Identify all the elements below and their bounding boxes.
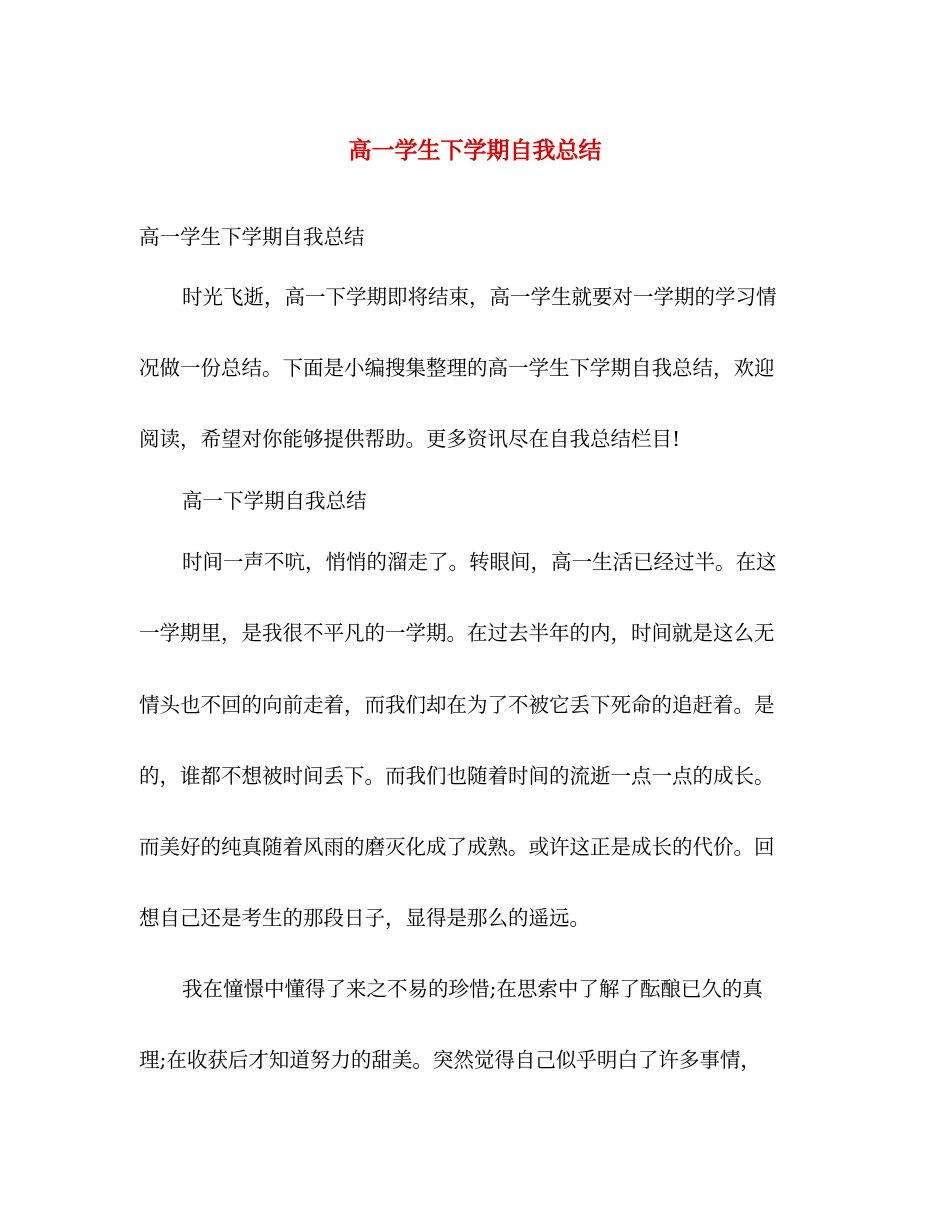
paragraph-line: 时光飞逝，高一下学期即将结束，高一学生就要对一学期的学习情 xyxy=(182,285,777,309)
subtitle-line: 高一学生下学期自我总结 xyxy=(139,225,365,249)
paragraph-line: 时间一声不吭，悄悄的溜走了。转眼间，高一生活已经过半。在这 xyxy=(182,550,777,574)
paragraph-line: 情头也不回的向前走着，而我们却在为了不被它丢下死命的追赶着。是 xyxy=(139,693,775,717)
section-heading: 高一下学期自我总结 xyxy=(182,489,367,513)
paragraph-line: 理;在收获后才知道努力的甜美。突然觉得自己似乎明白了许多事情， xyxy=(139,1048,761,1072)
paragraph-line: 而美好的纯真随着风雨的磨灭化成了成熟。或许这正是成长的代价。回 xyxy=(139,835,775,859)
document-title: 高一学生下学期自我总结 xyxy=(348,137,602,164)
paragraph-line: 我在憧憬中懂得了来之不易的珍惜;在思索中了解了酝酿已久的真 xyxy=(182,977,763,1001)
paragraph-line: 况做一份总结。下面是小编搜集整理的高一学生下学期自我总结，欢迎 xyxy=(139,356,775,380)
paragraph-line: 一学期里，是我很不平凡的一学期。在过去半年的内，时间就是这么无 xyxy=(139,621,775,645)
paragraph-line: 阅读，希望对你能够提供帮助。更多资讯尽在自我总结栏目! xyxy=(139,427,681,451)
paragraph-line: 的，谁都不想被时间丢下。而我们也随着时间的流逝一点一点的成长。 xyxy=(139,764,775,788)
paragraph-line: 想自己还是考生的那段日子，显得是那么的遥远。 xyxy=(139,906,590,930)
